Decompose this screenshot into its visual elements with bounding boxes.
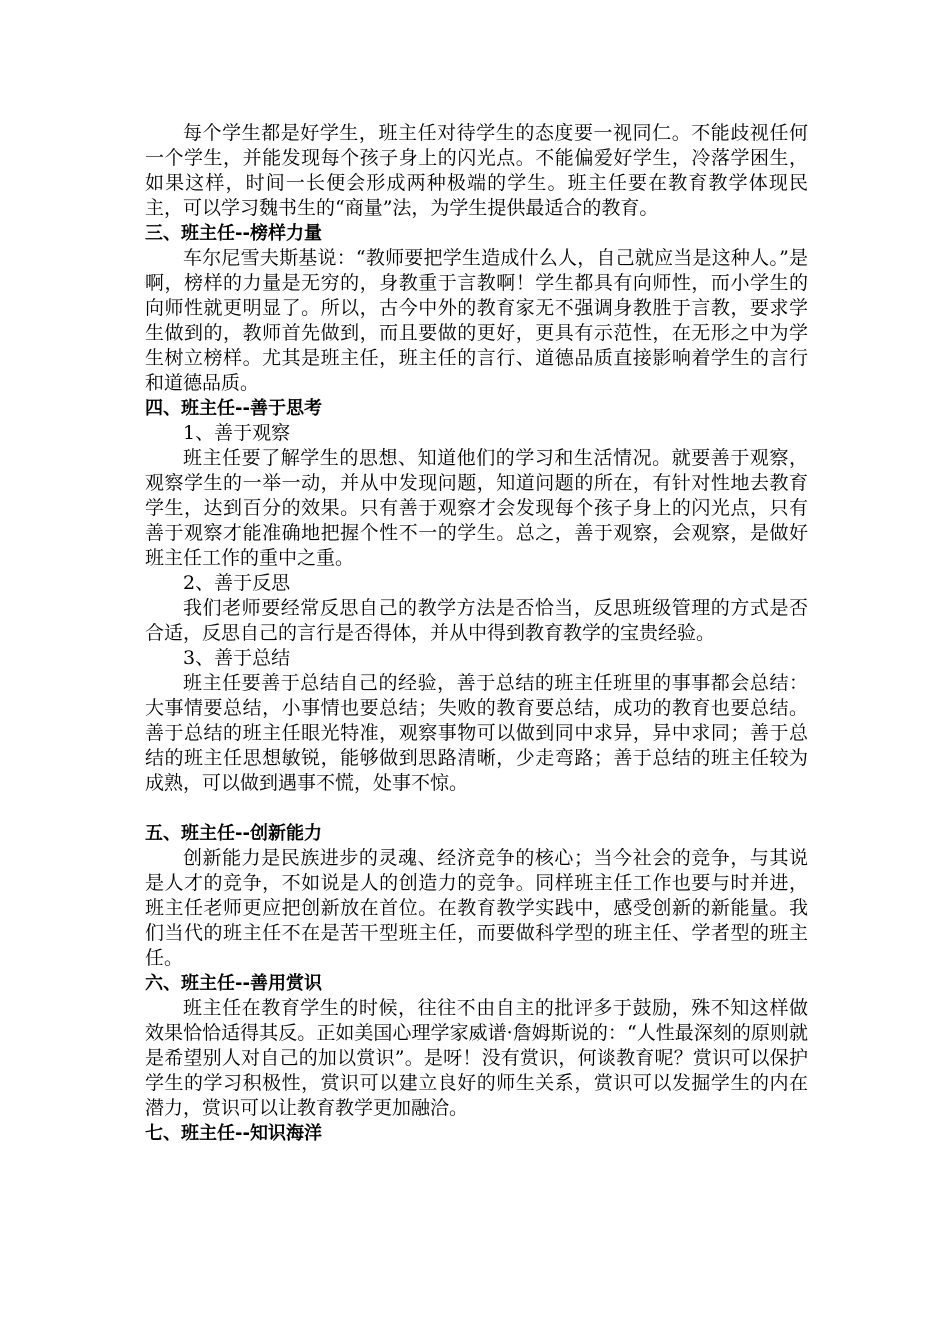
subheading-summary: 3、善于总结 xyxy=(183,647,291,669)
section-heading-role-model: 三、班主任--榜样力量 xyxy=(145,223,322,244)
paragraph-reflection: 我们老师要经常反思自己的教学方法是否恰当，反思班级管理的方式是否合适，反思自己的言行是否得体，并从中得到教育教学的宝贵经验。 xyxy=(145,597,808,644)
section-heading-innovation: 五、班主任--创新能力 xyxy=(145,823,322,844)
paragraph-summary: 班主任要善于总结自己的经验，善于总结的班主任班里的事事都会总结：大事情要总结，小事情也要总结；失败的教育要总结，成功的教育也要总结。善于总结的班主任眼光特准，观察事物可以做到同中求异，异中求同；善于总结的班主任思想敏锐，能够做到思路清晰，少走弯路；善于总结的班主任较为成熟，可以做到遇事不慌，处事不惊。 xyxy=(145,672,808,794)
paragraph-appreciation: 班主任在教育学生的时候，往往不由自主的批评多于鼓励，殊不知这样做效果恰恰适得其反。正如美国心理学家威谱·詹姆斯说的：“人性最深刻的原则就是希望别人对自己的加以赏识”。是呀！没有赏识，何谈教育呢？赏识可以保护学生的学习积极性，赏识可以建立良好的师生关系，赏识可以发掘学生的内在潜力，赏识可以让教育教学更加融洽。 xyxy=(145,997,808,1119)
subheading-reflection: 2、善于反思 xyxy=(183,572,291,594)
paragraph-innovation: 创新能力是民族进步的灵魂、经济竞争的核心；当今社会的竞争，与其说是人才的竞争，不如说是人的创造力的竞争。同样班主任工作也要与时并进，班主任老师更应把创新放在首位。在教育教学实践中，感受创新的新能量。我们当代的班主任不在是苦干型班主任，而要做科学型的班主任、学者型的班主任。 xyxy=(145,847,808,969)
section-heading-thinking: 四、班主任--善于思考 xyxy=(145,398,322,419)
paragraph-equal-treatment: 每个学生都是好学生，班主任对待学生的态度要一视同仁。不能歧视任何一个学生，并能发现每个孩子身上的闪光点。不能偏爱好学生，冷落学困生，如果这样，时间一长便会形成两种极端的学生。班主任要在教育教学体现民主，可以学习魏书生的“商量”法，为学生提供最适合的教育。 xyxy=(145,122,808,219)
section-heading-appreciation: 六、班主任--善用赏识 xyxy=(145,973,322,994)
paragraph-role-model: 车尔尼雪夫斯基说：“教师要把学生造成什么人，自己就应当是这种人。”是啊，榜样的力量是无穷的，身教重于言教啊！学生都具有向师性，而小学生的向师性就更明显了。所以，古今中外的教育家无不强调身教胜于言教，要求学生做到的，教师首先做到，而且要做的更好，更具有示范性，在无形之中为学生树立榜样。尤其是班主任，班主任的言行、道德品质直接影响着学生的言行和道德品质。 xyxy=(145,247,808,394)
blank-line xyxy=(145,796,808,821)
document-page xyxy=(145,121,808,1146)
paragraph-observation: 班主任要了解学生的思想、知道他们的学习和生活情况。就要善于观察，观察学生的一举一动，并从中发现问题，知道问题的所在，有针对性地去教育学生，达到百分的效果。只有善于观察才会发现每个孩子身上的闪光点，只有善于观察才能准确地把握个性不一的学生。总之，善于观察，会观察，是做好班主任工作的重中之重。 xyxy=(145,447,808,569)
subheading-observation: 1、善于观察 xyxy=(183,422,291,444)
section-heading-knowledge: 七、班主任--知识海洋 xyxy=(145,1123,322,1144)
